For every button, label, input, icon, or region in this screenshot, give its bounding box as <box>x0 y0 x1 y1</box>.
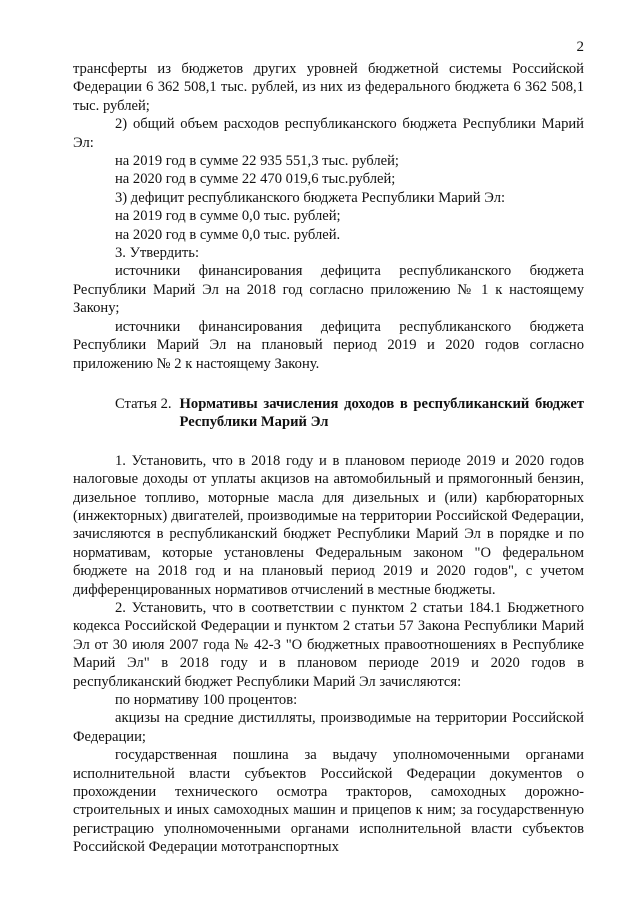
paragraph: источники финансирования дефицита республиканского бюджета Республики Марий Эл на плановый период 2019 и 2020 годов согласно приложению № 2 к настоящему Закону. <box>73 318 584 372</box>
article-heading <box>73 395 584 432</box>
paragraph: источники финансирования дефицита республиканского бюджета Республики Марий Эл на 2018 год согласно приложению № 1 к настоящему Закону; <box>73 263 584 317</box>
paragraphs-top <box>73 60 584 373</box>
paragraph: 3) дефицит республиканского бюджета Республики Марий Эл: <box>115 189 506 206</box>
paragraph: на 2019 год в сумме 22 935 551,3 тыс. рублей; <box>115 153 399 170</box>
paragraphs-bottom <box>73 452 584 857</box>
paragraph: 2. Установить, что в соответствии с пунктом 2 статьи 184.1 Бюджетного кодекса Российской Федерации и пунктом 2 статьи 57 Закона Республики Марий Эл от 30 июля 2007 года № 42-З "О бюджетных правоотношениях в Республике Марий Эл" в 2018 году и в плановом периоде 2019 и 2020 годов в республиканский бюджет Республики Марий Эл зачисляются: <box>73 599 584 690</box>
paragraph: на 2020 год в сумме 22 470 019,6 тыс.рублей; <box>115 171 396 188</box>
paragraph: 1. Установить, что в 2018 году и в плановом периоде 2019 и 2020 годов налоговые доходы от уплаты акцизов на автомобильный и прямогонный бензин, дизельное топливо, моторные масла для дизельных и (или) карбюраторных (инжекторных) двигателей, производимые на территории Российской Федерации, зачисляются в республиканский бюджет Республики Марий Эл в порядке и по нормативам, которые установлены Федеральным законом "О федеральном бюджете на 2018 год и на плановый период 2019 и 2020 годов", с учетом дифференцированных нормативов отчислений в местные бюджеты. <box>73 452 584 598</box>
paragraph: на 2019 год в сумме 0,0 тыс. рублей; <box>115 208 341 225</box>
article-label: Статья 2. <box>115 395 172 412</box>
paragraph: по нормативу 100 процентов: <box>115 692 298 708</box>
page-number: 2 <box>576 39 584 55</box>
spacer <box>73 432 584 452</box>
paragraph: трансферты из бюджетов других уровней бюджетной системы Российской Федерации 6 362 508,1 тыс. рублей, из них из федерального бюджета 6 362 508,1 тыс. рублей; <box>73 61 584 114</box>
article-title: Нормативы зачисления доходов в республиканский бюджет Республики Марий Эл <box>179 395 584 431</box>
paragraph: 3. Утвердить: <box>115 245 200 262</box>
paragraph: государственная пошлина за выдачу уполномоченными органами исполнительной власти субъектов Российской Федерации документов о прохождении технического осмотра тракторов, самоходных дорожно-строительных и иных самоходных машин и прицепов к ним; за государственную регистрацию уполномоченными органами исполнительной власти субъектов Российской Федерации мототранспортных <box>73 747 584 856</box>
paragraph: 2) общий объем расходов республиканского бюджета Республики Марий Эл: <box>73 116 584 151</box>
paragraph: на 2020 год в сумме 0,0 тыс. рублей. <box>115 226 341 243</box>
paragraph: акцизы на средние дистилляты, производимые на территории Российской Федерации; <box>73 710 584 745</box>
